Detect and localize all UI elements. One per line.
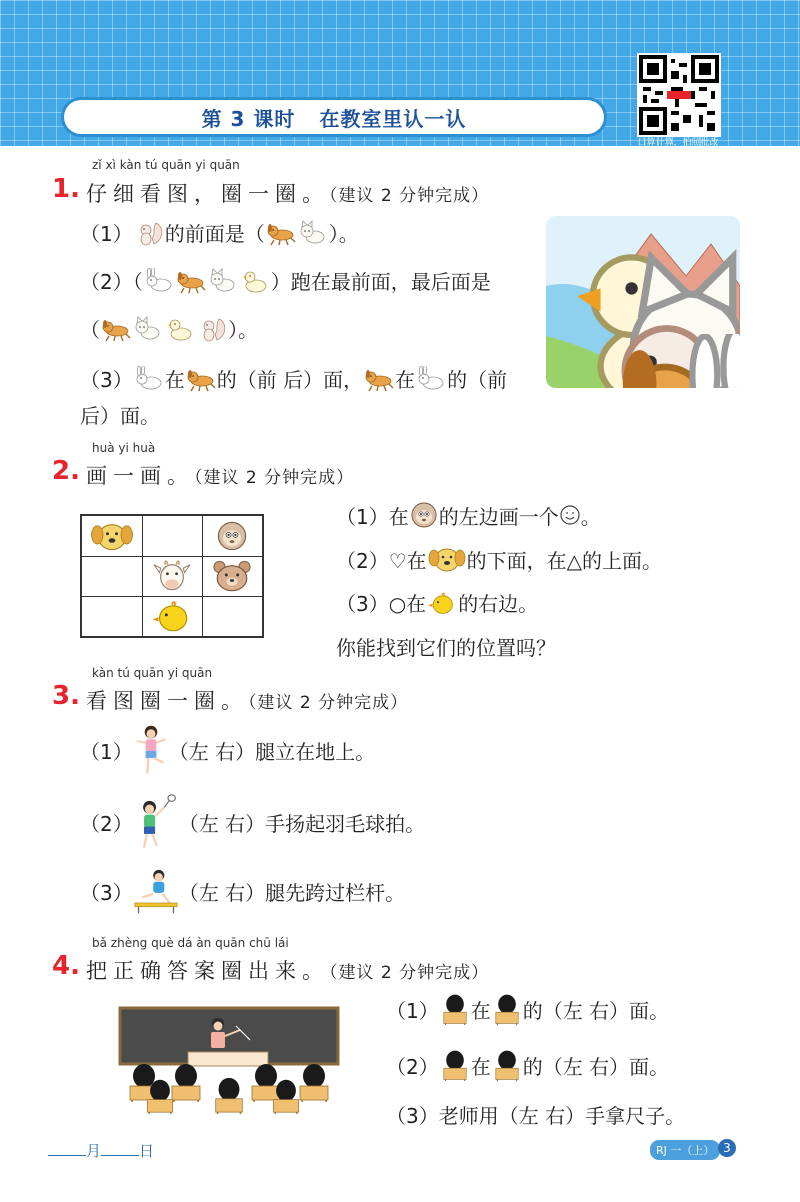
q4-line3: [386, 1100, 685, 1129]
q2-l3-text: （3）○在: [336, 592, 427, 616]
grid-cell[interactable]: [82, 556, 142, 596]
q2-question: 你能找到它们的位置吗？: [336, 636, 556, 660]
q4-line1: [386, 992, 669, 1026]
q3-l3-choice[interactable]: （左 右）腿先跨过栏杆。: [178, 880, 406, 905]
q1-part1: [80, 218, 359, 247]
bear-icon: [209, 559, 255, 593]
cat-icon[interactable]: [298, 220, 328, 246]
grid-cell[interactable]: [82, 516, 142, 556]
q1-part2: [80, 266, 491, 295]
q4-title: [86, 955, 489, 985]
q1-p2-label: （2）（: [80, 270, 143, 294]
q2-l2-text2: 的下面，在△的上面。: [466, 548, 663, 573]
q3-hint: （建议 2 分钟完成）: [248, 693, 409, 713]
q1-part3-line2: [80, 400, 160, 429]
dog-icon[interactable]: [176, 268, 206, 294]
q4-l2-choice[interactable]: 的（左 右）面。: [522, 1054, 670, 1079]
q2-title-text: 画一画。: [86, 464, 194, 488]
duck-icon[interactable]: [240, 268, 270, 294]
grid-cell[interactable]: [202, 516, 262, 556]
q1-pinyin: zǐ xì kàn tú quān yi quān: [92, 158, 240, 172]
rabbit-icon[interactable]: [144, 268, 174, 294]
grid-cell[interactable]: [202, 596, 262, 636]
q3-title-text: 看图圈一圈。: [86, 689, 248, 713]
chick-icon: [149, 599, 195, 633]
q3-l1-label: （1）: [80, 739, 133, 764]
q3-pinyin: kàn tú quān yi quān: [92, 666, 213, 680]
q1-p1-text: 的前面是（: [164, 222, 265, 246]
monkey-icon: [409, 500, 439, 530]
q1-title-text: 仔细看图，圈一圈。: [86, 182, 329, 206]
q4-title-text: 把正确答案圈出来。: [86, 959, 329, 983]
q1-part3: [80, 364, 507, 393]
q1-p3-choice2[interactable]: 的（前: [447, 368, 508, 392]
q2-line1: [336, 500, 601, 530]
q2-l1-text: （1）在: [336, 504, 409, 529]
q4-l2-text: 在: [470, 1054, 491, 1079]
puppy-icon: [88, 519, 136, 553]
dog-icon[interactable]: [266, 220, 296, 246]
month-label: 月: [86, 1142, 102, 1160]
q2-animal-grid: [80, 514, 264, 638]
q3-l2-label: （2）: [80, 811, 133, 836]
q1-p3-text1: 在: [164, 368, 185, 392]
student-icon: [491, 1048, 523, 1082]
q1-p2-open: （: [80, 318, 100, 342]
qr-code-icon[interactable]: [637, 53, 721, 137]
squirrel-icon: [134, 220, 164, 246]
q3-line2: [80, 794, 425, 850]
dog-icon[interactable]: [101, 316, 131, 342]
q3-l1-choice[interactable]: （左 右）腿立在地上。: [168, 739, 376, 764]
rabbit-icon: [134, 366, 164, 392]
grid-cell[interactable]: [82, 596, 142, 636]
q1-hint: （建议 2 分钟完成）: [329, 186, 490, 206]
cow-icon: [149, 559, 195, 593]
q1-race-illustration: [546, 216, 740, 388]
q4-hint: （建议 2 分钟完成）: [329, 963, 490, 983]
q3-line3: [80, 868, 405, 914]
dog-icon: [186, 366, 216, 392]
monkey-icon: [215, 519, 249, 553]
q1-p3-label: （3）: [80, 368, 133, 392]
student-icon: [439, 1048, 471, 1082]
date-field[interactable]: [48, 1140, 154, 1161]
q1-p2-end: ）。: [228, 318, 258, 342]
lesson-number: 第 3 课时: [201, 106, 296, 131]
q2-number: 2.: [52, 456, 80, 486]
student-icon: [491, 992, 523, 1026]
q2-l2-text: （2）♡在: [336, 548, 427, 573]
dog-icon: [364, 366, 394, 392]
q1-part2-line2: [80, 314, 258, 343]
q4-classroom-illustration: [118, 1006, 340, 1114]
q2-line2: [336, 544, 662, 574]
lesson-title: 在教室里认一认: [319, 106, 467, 131]
q3-title: [86, 685, 408, 715]
q4-line2: [386, 1048, 669, 1082]
duck-icon[interactable]: [165, 316, 195, 342]
q1-p3-end[interactable]: 后）面。: [80, 404, 160, 428]
q1-title: [86, 178, 489, 208]
q1-p3-text2: 在: [395, 368, 416, 392]
q2-l3-text2: 的右边。: [458, 592, 539, 616]
page-number: 3: [718, 1139, 736, 1157]
q2-pinyin: huà yi huà: [92, 441, 156, 455]
q4-number: 4.: [52, 951, 80, 981]
lesson-title-bar: [64, 100, 604, 134]
q1-p2-text: ）跑在最前面，最后面是: [270, 270, 491, 294]
q4-l1-choice[interactable]: 的（左 右）面。: [522, 998, 670, 1023]
rabbit-icon: [416, 366, 446, 392]
q2-l1-end: 。: [580, 504, 601, 529]
girl-icon: [133, 722, 169, 778]
q1-p3-choice1[interactable]: 的（前 后）面，: [216, 368, 364, 392]
q1-p1-end: ）。: [328, 222, 359, 246]
q4-l1-label: （1）: [386, 998, 439, 1023]
edition-badge: RJ 一（上）: [650, 1140, 720, 1160]
puppy-icon: [427, 544, 467, 574]
q1-p1-label: （1）: [80, 222, 133, 246]
q4-l3-choice[interactable]: （3）老师用（左 右）手拿尺子。: [386, 1104, 686, 1128]
q4-pinyin: bǎ zhèng què dá àn quān chū lái: [92, 936, 289, 950]
q3-line1: [80, 722, 375, 778]
qr-caption: 口算计算，拍照批改: [637, 138, 719, 148]
grid-cell[interactable]: [142, 596, 202, 636]
grid-cell[interactable]: [142, 516, 202, 556]
hurdle-runner-icon: [133, 868, 179, 914]
q2-title: [86, 460, 354, 490]
q2-hint: （建议 2 分钟完成）: [194, 468, 355, 488]
q3-l3-label: （3）: [80, 880, 133, 905]
smile-icon: [559, 504, 581, 526]
day-label: 日: [139, 1142, 155, 1160]
q4-l1-text: 在: [470, 998, 491, 1023]
q2-line3: [336, 588, 538, 617]
cat-icon[interactable]: [133, 316, 163, 342]
squirrel-icon[interactable]: [197, 316, 227, 342]
student-icon: [439, 992, 471, 1026]
q2-line4: [336, 632, 556, 661]
q3-l2-choice[interactable]: （左 右）手扬起羽毛球拍。: [178, 811, 426, 836]
q2-l1-text2: 的左边画一个: [438, 504, 559, 529]
grid-cell[interactable]: [142, 556, 202, 596]
cat-icon[interactable]: [208, 268, 238, 294]
q3-number: 3.: [52, 681, 80, 711]
grid-cell[interactable]: [202, 556, 262, 596]
chick-icon: [426, 589, 458, 617]
q4-l2-label: （2）: [386, 1054, 439, 1079]
badminton-player-icon: [133, 794, 179, 850]
q1-number: 1.: [52, 174, 80, 204]
